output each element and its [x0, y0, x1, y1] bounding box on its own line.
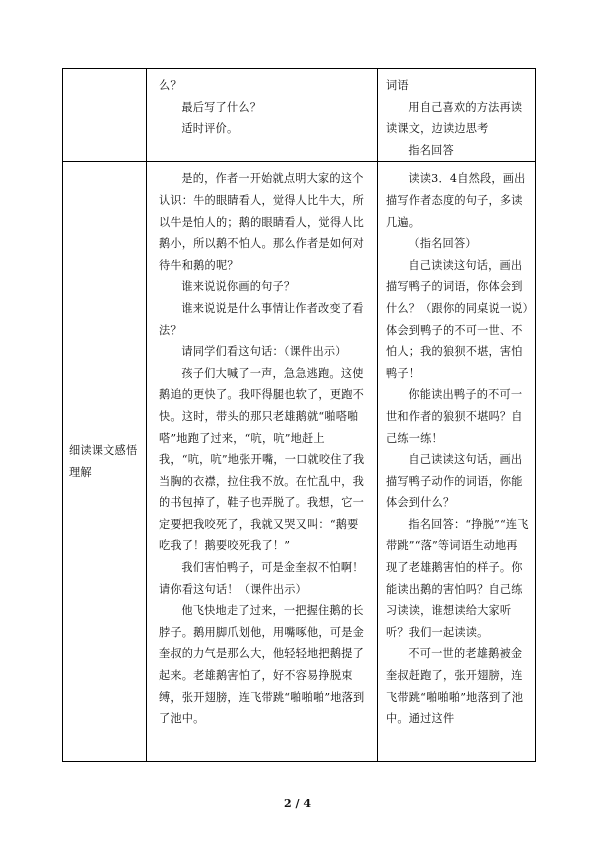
- table-cell-teacher: [147, 69, 378, 162]
- table-row: [63, 69, 536, 162]
- table-row: [63, 162, 536, 762]
- paragraph: 么？: [159, 79, 182, 92]
- paragraph: 谁来说说你画的句子？: [181, 280, 296, 294]
- table-cell-label-empty: [63, 69, 147, 162]
- page-number: 2 / 4: [284, 797, 311, 810]
- table-cell-student: [378, 162, 536, 762]
- paragraph: 不可一世的老雄鹅被金奎叔赶跑了，张开翅膀，连飞带跳“啪啪啪”地落到了池中。通过这件: [386, 647, 524, 726]
- paragraph: 读读3．4自然段，画出描写作者态度的句子，多读几遍。: [386, 172, 526, 229]
- paragraph: 请同学们看这句话：（课件出示）: [181, 345, 347, 359]
- table-cell-teacher: [147, 162, 378, 762]
- paragraph: 最后写了什么？: [181, 100, 262, 114]
- paragraph: 孩子们大喊了一声，急急逃跑。这使鹅追的更快了。我吓得腿也软了，更跑不快。这时，带头的那只老雄鹅就“啪嗒啪嗒”地跑了过来，“吭，吭”地赶上我，“吭，吭”地张开嘴，一口就咬住了我当胸的衣襟，拉住我不放。在忙乱中，我的书包掉了，鞋子也弄脱了。我想，它一定要把我咬死了，我就又哭又叫：“鹅要吃我了！鹅要咬死我了！”: [159, 366, 365, 553]
- paragraph: （指名回答）: [408, 237, 477, 251]
- paragraph: 是的，作者一开始就点明大家的这个认识：牛的眼睛看人，觉得人比牛大，所以牛是怕人的；鹅的眼睛看人，觉得人比鹅小，所以鹅不怕人。那么作者是如何对待牛和鹅的呢？: [159, 172, 364, 272]
- paragraph: 你能读出鸭子的不可一世和作者的狼狈不堪吗？自己练一练！: [386, 388, 523, 445]
- paragraph: 我们害怕鸭子，可是金奎叔不怕啊！请你看这句话！（课件出示）: [159, 561, 364, 596]
- paragraph: 适时评价。: [181, 122, 239, 136]
- paragraph: 自己读读这句话，画出描写鸭子的词语，你体会到什么？（跟你的同桌说一说）体会到鸭子的不可一世、不怕人；我的狼狈不堪，害怕鸭子！: [386, 258, 529, 380]
- table-cell-label: [63, 162, 147, 762]
- section-label: 细读课文感悟理解: [69, 444, 138, 479]
- paragraph: 指名回答：“挣脱”“连飞带跳”“落”等词语生动地再现了老雄鹅害怕的样子。你能读出鹅的害怕吗？自己练习读读，谁想读给大家听听？我们一起读读。: [386, 517, 529, 639]
- paragraph: 自己读读这句话，画出描写鸭子动作的词语，你能体会到什么？: [386, 453, 523, 510]
- paragraph: 他飞快地走了过来，一把握住鹅的长脖子。鹅用脚爪划他，用嘴啄他，可是金奎叔的力气是那么大，他轻轻地把鹅提了起来。老雄鹅害怕了，好不容易挣脱束缚，张开翅膀，连飞带跳“啪啪啪”地落到了池中。: [159, 604, 365, 726]
- paragraph: 用自己喜欢的方法再读读课文，边读边思考: [386, 100, 523, 136]
- paragraph: 词语: [386, 79, 409, 92]
- paragraph: 谁来说说是什么事情让作者改变了看法？: [159, 301, 364, 337]
- table-cell-student: [378, 69, 536, 162]
- paragraph: 指名回答: [408, 143, 454, 157]
- lesson-plan-table: [62, 68, 536, 762]
